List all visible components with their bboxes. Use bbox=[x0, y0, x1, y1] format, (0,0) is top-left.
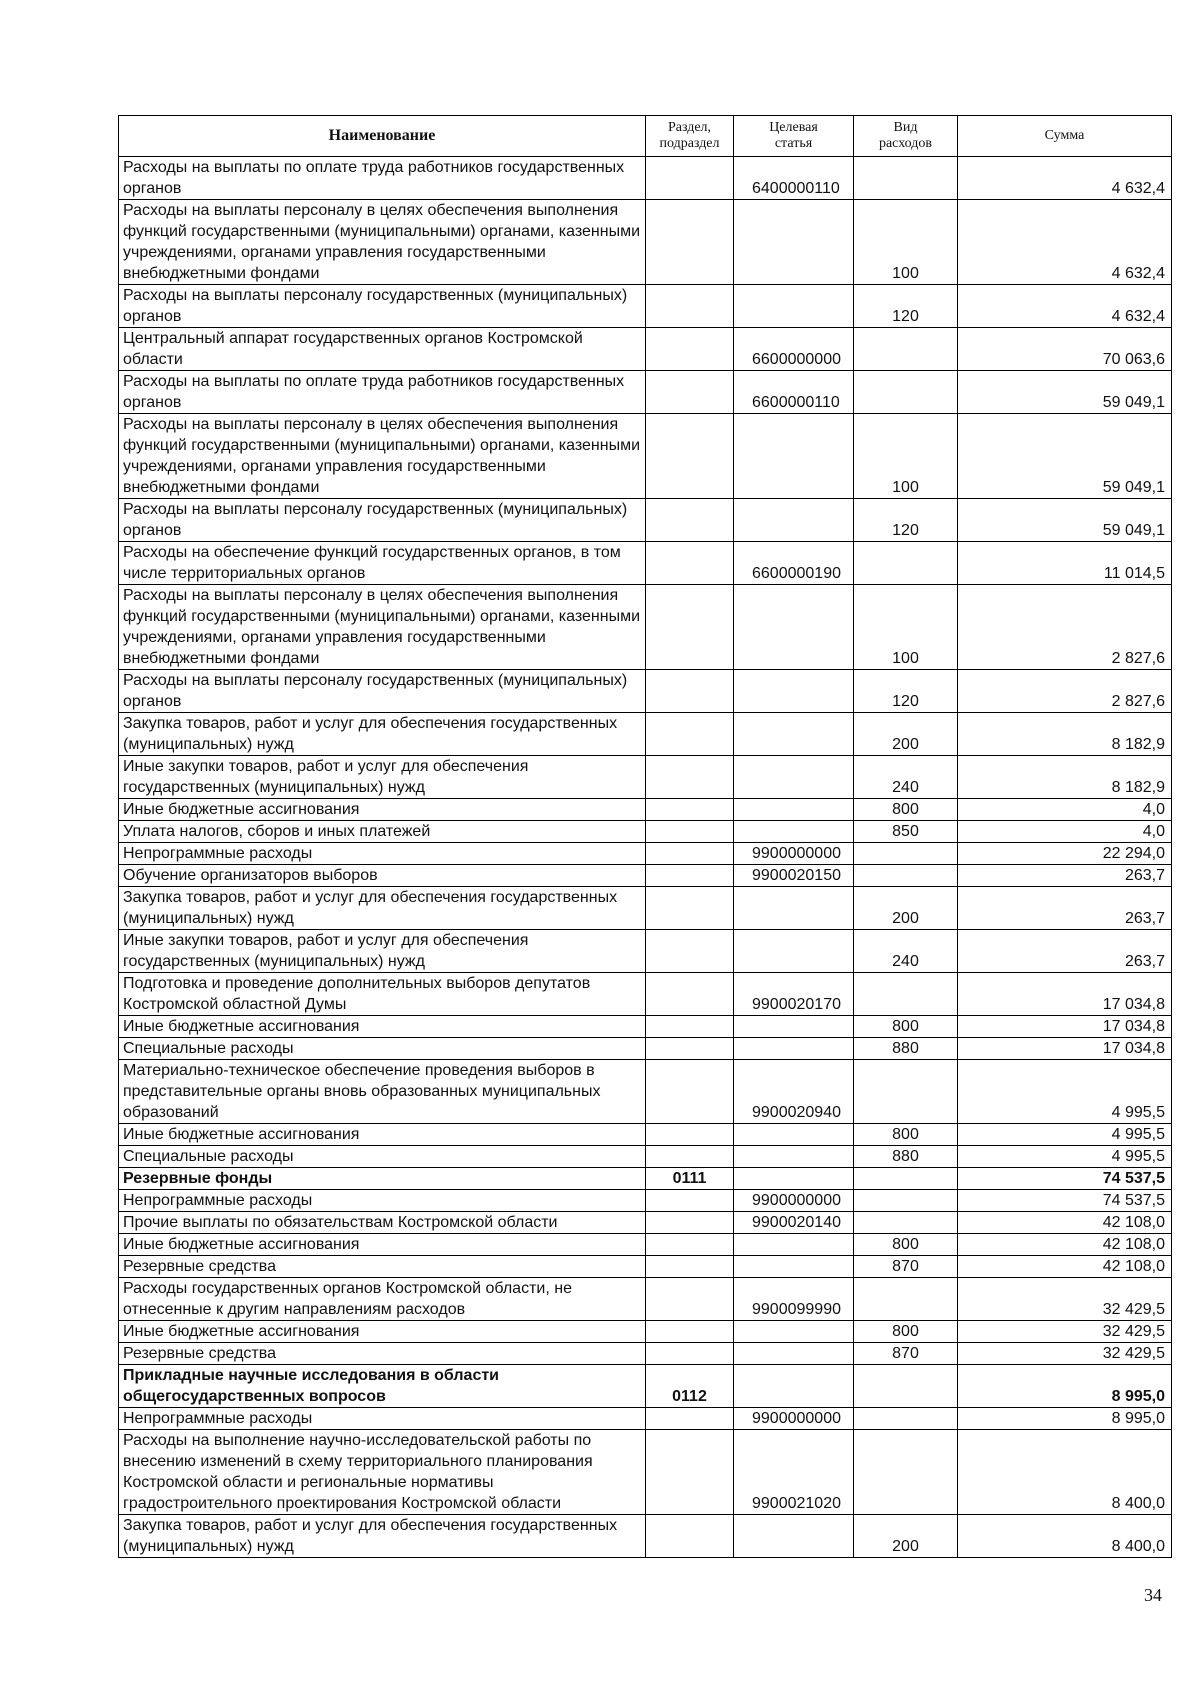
cell-target: 6400000110 bbox=[734, 157, 854, 200]
cell-target bbox=[734, 1124, 854, 1146]
table-row bbox=[119, 713, 1172, 756]
table-row bbox=[119, 200, 1172, 285]
table-row bbox=[119, 756, 1172, 799]
cell-target bbox=[734, 887, 854, 930]
cell-type: 120 bbox=[854, 499, 958, 542]
cell-section bbox=[646, 1278, 734, 1321]
cell-target: 9900021020 bbox=[734, 1430, 854, 1515]
cell-type bbox=[854, 1408, 958, 1430]
cell-target bbox=[734, 1168, 854, 1190]
cell-name: Закупка товаров, работ и услуг для обеспечения государственных (муниципальных) нужд bbox=[119, 713, 646, 756]
budget-table bbox=[118, 115, 1172, 1558]
cell-name: Расходы на выплаты персоналу государственных (муниципальных) органов bbox=[119, 285, 646, 328]
cell-sum: 4 632,4 bbox=[958, 200, 1172, 285]
table-row bbox=[119, 499, 1172, 542]
cell-sum: 17 034,8 bbox=[958, 973, 1172, 1016]
table-row bbox=[119, 973, 1172, 1016]
cell-target: 9900020940 bbox=[734, 1060, 854, 1124]
cell-section bbox=[646, 670, 734, 713]
table-row bbox=[119, 1278, 1172, 1321]
cell-sum: 4 995,5 bbox=[958, 1146, 1172, 1168]
cell-target bbox=[734, 200, 854, 285]
cell-sum: 263,7 bbox=[958, 887, 1172, 930]
cell-target bbox=[734, 285, 854, 328]
cell-type bbox=[854, 973, 958, 1016]
cell-section bbox=[646, 1016, 734, 1038]
cell-sum: 59 049,1 bbox=[958, 414, 1172, 499]
cell-section bbox=[646, 930, 734, 973]
cell-type: 800 bbox=[854, 1016, 958, 1038]
cell-name: Расходы на обеспечение функций государственных органов, в том числе территориальных органов bbox=[119, 542, 646, 585]
cell-type: 850 bbox=[854, 821, 958, 843]
cell-section bbox=[646, 1408, 734, 1430]
cell-section bbox=[646, 285, 734, 328]
cell-sum: 4 995,5 bbox=[958, 1060, 1172, 1124]
cell-target bbox=[734, 799, 854, 821]
cell-type bbox=[854, 1278, 958, 1321]
cell-type: 880 bbox=[854, 1038, 958, 1060]
cell-sum: 42 108,0 bbox=[958, 1212, 1172, 1234]
header-type bbox=[854, 116, 958, 157]
cell-section bbox=[646, 1430, 734, 1515]
cell-section bbox=[646, 799, 734, 821]
cell-name: Прочие выплаты по обязательствам Костромской области bbox=[119, 1212, 646, 1234]
table-header bbox=[119, 116, 1172, 157]
cell-name: Расходы на выполнение научно-исследовательской работы по внесению изменений в схему территориального планирования Костромской области и региональные нормативы градостроительного проектирования Костромской области bbox=[119, 1430, 646, 1515]
cell-sum: 8 182,9 bbox=[958, 756, 1172, 799]
table-row bbox=[119, 1515, 1172, 1558]
table-row bbox=[119, 930, 1172, 973]
table-row bbox=[119, 1256, 1172, 1278]
table-row bbox=[119, 414, 1172, 499]
cell-sum: 42 108,0 bbox=[958, 1256, 1172, 1278]
cell-sum: 11 014,5 bbox=[958, 542, 1172, 585]
cell-type bbox=[854, 371, 958, 414]
cell-sum: 74 537,5 bbox=[958, 1168, 1172, 1190]
cell-type: 240 bbox=[854, 930, 958, 973]
cell-name: Уплата налогов, сборов и иных платежей bbox=[119, 821, 646, 843]
cell-name: Расходы на выплаты персоналу в целях обеспечения выполнения функций государственными (муниципальными) органами, казенными учреждениями, органами управления государственными внебюджетными фондами bbox=[119, 200, 646, 285]
table-body bbox=[119, 157, 1172, 1558]
cell-target bbox=[734, 1515, 854, 1558]
cell-section bbox=[646, 371, 734, 414]
header-name: Наименование bbox=[119, 116, 646, 157]
table-row bbox=[119, 585, 1172, 670]
cell-name: Непрограммные расходы bbox=[119, 1190, 646, 1212]
cell-section bbox=[646, 1038, 734, 1060]
cell-section bbox=[646, 200, 734, 285]
cell-section bbox=[646, 1234, 734, 1256]
header-target bbox=[734, 116, 854, 157]
cell-section bbox=[646, 542, 734, 585]
cell-name: Расходы на выплаты персоналу государственных (муниципальных) органов bbox=[119, 499, 646, 542]
header-section-line2: подраздел bbox=[659, 136, 720, 151]
table-row bbox=[119, 865, 1172, 887]
cell-target bbox=[734, 1234, 854, 1256]
cell-name: Прикладные научные исследования в области общегосударственных вопросов bbox=[119, 1365, 646, 1408]
cell-section bbox=[646, 157, 734, 200]
cell-type bbox=[854, 542, 958, 585]
cell-name: Расходы государственных органов Костромской области, не отнесенные к другим направлениям расходов bbox=[119, 1278, 646, 1321]
cell-section bbox=[646, 414, 734, 499]
header-type-line1: Вид bbox=[893, 120, 918, 135]
cell-section bbox=[646, 821, 734, 843]
cell-section bbox=[646, 1515, 734, 1558]
cell-sum: 263,7 bbox=[958, 930, 1172, 973]
table-row bbox=[119, 1060, 1172, 1124]
cell-section bbox=[646, 713, 734, 756]
cell-type: 800 bbox=[854, 799, 958, 821]
cell-section bbox=[646, 1321, 734, 1343]
cell-type bbox=[854, 1365, 958, 1408]
table-row bbox=[119, 1343, 1172, 1365]
cell-type: 880 bbox=[854, 1146, 958, 1168]
cell-target bbox=[734, 1321, 854, 1343]
cell-section bbox=[646, 1124, 734, 1146]
cell-target: 9900000000 bbox=[734, 843, 854, 865]
cell-sum: 32 429,5 bbox=[958, 1321, 1172, 1343]
cell-name: Специальные расходы bbox=[119, 1146, 646, 1168]
cell-section bbox=[646, 1146, 734, 1168]
cell-type: 240 bbox=[854, 756, 958, 799]
cell-target bbox=[734, 821, 854, 843]
cell-sum: 32 429,5 bbox=[958, 1278, 1172, 1321]
cell-type: 800 bbox=[854, 1321, 958, 1343]
cell-target bbox=[734, 930, 854, 973]
cell-name: Иные закупки товаров, работ и услуг для обеспечения государственных (муниципальных) нужд bbox=[119, 930, 646, 973]
cell-type bbox=[854, 1060, 958, 1124]
table-row bbox=[119, 1168, 1172, 1190]
cell-name: Закупка товаров, работ и услуг для обеспечения государственных (муниципальных) нужд bbox=[119, 1515, 646, 1558]
cell-sum: 2 827,6 bbox=[958, 585, 1172, 670]
cell-name: Расходы на выплаты персоналу в целях обеспечения выполнения функций государственными (муниципальными) органами, казенными учреждениями, органами управления государственными внебюджетными фондами bbox=[119, 414, 646, 499]
cell-sum: 8 995,0 bbox=[958, 1408, 1172, 1430]
table-row bbox=[119, 1321, 1172, 1343]
cell-name: Непрограммные расходы bbox=[119, 1408, 646, 1430]
table-row bbox=[119, 285, 1172, 328]
cell-sum: 22 294,0 bbox=[958, 843, 1172, 865]
cell-type: 800 bbox=[854, 1124, 958, 1146]
header-section bbox=[646, 116, 734, 157]
cell-sum: 17 034,8 bbox=[958, 1016, 1172, 1038]
cell-type: 800 bbox=[854, 1234, 958, 1256]
table-row bbox=[119, 1234, 1172, 1256]
cell-name: Материально-техническое обеспечение проведения выборов в представительные органы вновь образованных муниципальных образований bbox=[119, 1060, 646, 1124]
cell-sum: 59 049,1 bbox=[958, 371, 1172, 414]
cell-type: 100 bbox=[854, 585, 958, 670]
table-row bbox=[119, 1430, 1172, 1515]
cell-section bbox=[646, 1212, 734, 1234]
cell-target: 9900000000 bbox=[734, 1408, 854, 1430]
cell-sum: 8 400,0 bbox=[958, 1515, 1172, 1558]
table-row bbox=[119, 1016, 1172, 1038]
cell-target bbox=[734, 1038, 854, 1060]
cell-section bbox=[646, 1343, 734, 1365]
cell-name: Расходы на выплаты персоналу в целях обеспечения выполнения функций государственными (муниципальными) органами, казенными учреждениями, органами управления государственными внебюджетными фондами bbox=[119, 585, 646, 670]
cell-name: Расходы на выплаты по оплате труда работников государственных органов bbox=[119, 371, 646, 414]
cell-sum: 17 034,8 bbox=[958, 1038, 1172, 1060]
header-row bbox=[119, 116, 1172, 157]
cell-name: Иные бюджетные ассигнования bbox=[119, 1321, 646, 1343]
cell-section bbox=[646, 1060, 734, 1124]
cell-section bbox=[646, 756, 734, 799]
table-row bbox=[119, 371, 1172, 414]
table-row bbox=[119, 1212, 1172, 1234]
cell-name: Закупка товаров, работ и услуг для обеспечения государственных (муниципальных) нужд bbox=[119, 887, 646, 930]
cell-target: 9900099990 bbox=[734, 1278, 854, 1321]
cell-type: 100 bbox=[854, 414, 958, 499]
cell-sum: 59 049,1 bbox=[958, 499, 1172, 542]
cell-section: 0111 bbox=[646, 1168, 734, 1190]
cell-name: Иные бюджетные ассигнования bbox=[119, 1234, 646, 1256]
cell-target bbox=[734, 499, 854, 542]
cell-section bbox=[646, 865, 734, 887]
cell-sum: 2 827,6 bbox=[958, 670, 1172, 713]
cell-type: 120 bbox=[854, 285, 958, 328]
cell-target: 6600000110 bbox=[734, 371, 854, 414]
cell-section bbox=[646, 499, 734, 542]
cell-type bbox=[854, 1190, 958, 1212]
cell-type: 200 bbox=[854, 1515, 958, 1558]
cell-target bbox=[734, 1256, 854, 1278]
cell-section bbox=[646, 973, 734, 1016]
header-section-line1: Раздел, bbox=[667, 120, 712, 135]
cell-name: Непрограммные расходы bbox=[119, 843, 646, 865]
table-row bbox=[119, 1038, 1172, 1060]
cell-sum: 70 063,6 bbox=[958, 328, 1172, 371]
cell-sum: 4 995,5 bbox=[958, 1124, 1172, 1146]
cell-type bbox=[854, 1430, 958, 1515]
page-number: 34 bbox=[1144, 1585, 1162, 1605]
cell-target bbox=[734, 1365, 854, 1408]
header-target-line1: Целевая bbox=[769, 120, 818, 135]
cell-type: 120 bbox=[854, 670, 958, 713]
table-row bbox=[119, 799, 1172, 821]
cell-name: Иные закупки товаров, работ и услуг для обеспечения государственных (муниципальных) нужд bbox=[119, 756, 646, 799]
cell-target: 9900020150 bbox=[734, 865, 854, 887]
cell-type bbox=[854, 157, 958, 200]
cell-section: 0112 bbox=[646, 1365, 734, 1408]
cell-type bbox=[854, 1212, 958, 1234]
cell-target bbox=[734, 1016, 854, 1038]
cell-name: Расходы на выплаты по оплате труда работников государственных органов bbox=[119, 157, 646, 200]
table-row bbox=[119, 1124, 1172, 1146]
table-row bbox=[119, 843, 1172, 865]
cell-section bbox=[646, 585, 734, 670]
header-type-line2: расходов bbox=[878, 136, 933, 151]
cell-sum: 8 995,0 bbox=[958, 1365, 1172, 1408]
cell-type bbox=[854, 843, 958, 865]
cell-sum: 8 400,0 bbox=[958, 1430, 1172, 1515]
cell-name: Расходы на выплаты персоналу государственных (муниципальных) органов bbox=[119, 670, 646, 713]
cell-type bbox=[854, 328, 958, 371]
header-sum: Сумма bbox=[958, 116, 1172, 157]
cell-sum: 4 632,4 bbox=[958, 285, 1172, 328]
cell-target bbox=[734, 713, 854, 756]
table-row bbox=[119, 670, 1172, 713]
cell-name: Иные бюджетные ассигнования bbox=[119, 1124, 646, 1146]
cell-target bbox=[734, 585, 854, 670]
cell-target: 6600000190 bbox=[734, 542, 854, 585]
cell-sum: 4,0 bbox=[958, 821, 1172, 843]
cell-section bbox=[646, 1190, 734, 1212]
cell-type bbox=[854, 865, 958, 887]
cell-section bbox=[646, 843, 734, 865]
cell-sum: 74 537,5 bbox=[958, 1190, 1172, 1212]
cell-sum: 263,7 bbox=[958, 865, 1172, 887]
cell-type: 100 bbox=[854, 200, 958, 285]
cell-name: Подготовка и проведение дополнительных выборов депутатов Костромской областной Думы bbox=[119, 973, 646, 1016]
cell-type: 200 bbox=[854, 713, 958, 756]
cell-target bbox=[734, 1343, 854, 1365]
table-row bbox=[119, 1190, 1172, 1212]
cell-target: 9900020170 bbox=[734, 973, 854, 1016]
cell-name: Центральный аппарат государственных органов Костромской области bbox=[119, 328, 646, 371]
cell-name: Резервные фонды bbox=[119, 1168, 646, 1190]
cell-type: 870 bbox=[854, 1256, 958, 1278]
cell-name: Иные бюджетные ассигнования bbox=[119, 1016, 646, 1038]
cell-section bbox=[646, 1256, 734, 1278]
cell-name: Резервные средства bbox=[119, 1343, 646, 1365]
cell-sum: 4 632,4 bbox=[958, 157, 1172, 200]
cell-name: Обучение организаторов выборов bbox=[119, 865, 646, 887]
cell-sum: 42 108,0 bbox=[958, 1234, 1172, 1256]
cell-section bbox=[646, 328, 734, 371]
cell-target: 6600000000 bbox=[734, 328, 854, 371]
cell-target bbox=[734, 414, 854, 499]
cell-target bbox=[734, 756, 854, 799]
table-row bbox=[119, 157, 1172, 200]
cell-target bbox=[734, 1146, 854, 1168]
header-target-line2: статья bbox=[774, 136, 813, 151]
cell-type: 200 bbox=[854, 887, 958, 930]
table-row bbox=[119, 1146, 1172, 1168]
cell-sum: 8 182,9 bbox=[958, 713, 1172, 756]
cell-name: Иные бюджетные ассигнования bbox=[119, 799, 646, 821]
cell-sum: 32 429,5 bbox=[958, 1343, 1172, 1365]
table-row bbox=[119, 1365, 1172, 1408]
cell-name: Резервные средства bbox=[119, 1256, 646, 1278]
table-row bbox=[119, 887, 1172, 930]
table-row bbox=[119, 1408, 1172, 1430]
cell-section bbox=[646, 887, 734, 930]
cell-sum: 4,0 bbox=[958, 799, 1172, 821]
table-row bbox=[119, 821, 1172, 843]
cell-target bbox=[734, 670, 854, 713]
cell-type: 870 bbox=[854, 1343, 958, 1365]
table-row bbox=[119, 328, 1172, 371]
cell-target: 9900020140 bbox=[734, 1212, 854, 1234]
cell-target: 9900000000 bbox=[734, 1190, 854, 1212]
cell-type bbox=[854, 1168, 958, 1190]
table-row bbox=[119, 542, 1172, 585]
cell-name: Специальные расходы bbox=[119, 1038, 646, 1060]
